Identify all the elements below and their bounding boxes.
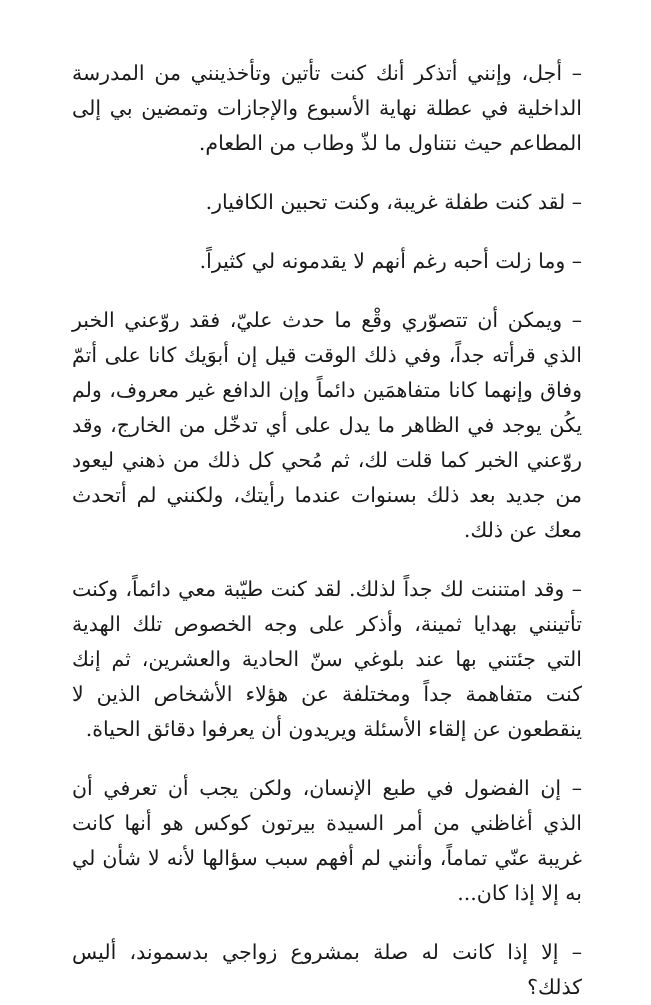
dialogue-paragraph-3: – وما زلت أحبه رغم أنهم لا يقدمونه لي كثيراً. xyxy=(199,249,582,273)
dialogue-paragraph-7: – إلا إذا كانت له صلة بمشروع زواجي بدسموند، أليس كذلك؟ xyxy=(72,940,582,999)
dialogue-paragraph-5: – وقد امتننت لك جداً لذلك. لقد كنت طيّبة معي دائماً، وكنت تأتينني بهدايا ثمينة، وأذكر على وجه الخصوص تلك الهدية التي جئتني بها عند بلوغي سنّ الحادية والعشرين، ثم إنك كنت متفاهمة جداً ومختلفة عن هؤلاء الأشخاص الذين لا ينقطعون عن إلقاء الأسئلة ويريدون أن يعرفوا دقائق الحياة. xyxy=(72,577,582,741)
dialogue-paragraph-1: – أجل، وإنني أتذكر أنك كنت تأتين وتأخذينني من المدرسة الداخلية في عطلة نهاية الأسبوع والإجازات وتمضين بي إلى المطاعم حيث نتناول ما لذّ وطاب من الطعام. xyxy=(72,61,582,155)
dialogue-paragraph-4: – ويمكن أن تتصوّري وقْع ما حدث عليّ، فقد روّعني الخبر الذي قرأته جداً، وفي ذلك الوقت قيل إن أبوَيك كانا على أتمّ وفاق وإنهما كانا متفاهمَين دائماً وإن الدافع غير معروف، ولم يكُن يوجد في الظاهر ما يدل على أي تدخّل من الخارج، وقد روّعني الخبر كما قلت لك، ثم مُحي كل ذلك من ذهني ليعود من جديد بعد ذلك بسنوات عندما رأيتك، ولكنني لم أتحدث معك عن ذلك. xyxy=(72,308,582,542)
dialogue-paragraph-2: – لقد كنت طفلة غريبة، وكنت تحبين الكافيار. xyxy=(205,190,582,214)
dialogue-paragraph-6: – إن الفضول في طبع الإنسان، ولكن يجب أن تعرفي أن الذي أغاظني من أمر السيدة بيرتون كوكس هو أنها كانت غريبة عنّي تماماً، وأنني لم أفهم سبب سؤالها لأنه لا شأن لي به إلا إذا كان... xyxy=(72,776,582,905)
book-page xyxy=(72,56,582,1005)
